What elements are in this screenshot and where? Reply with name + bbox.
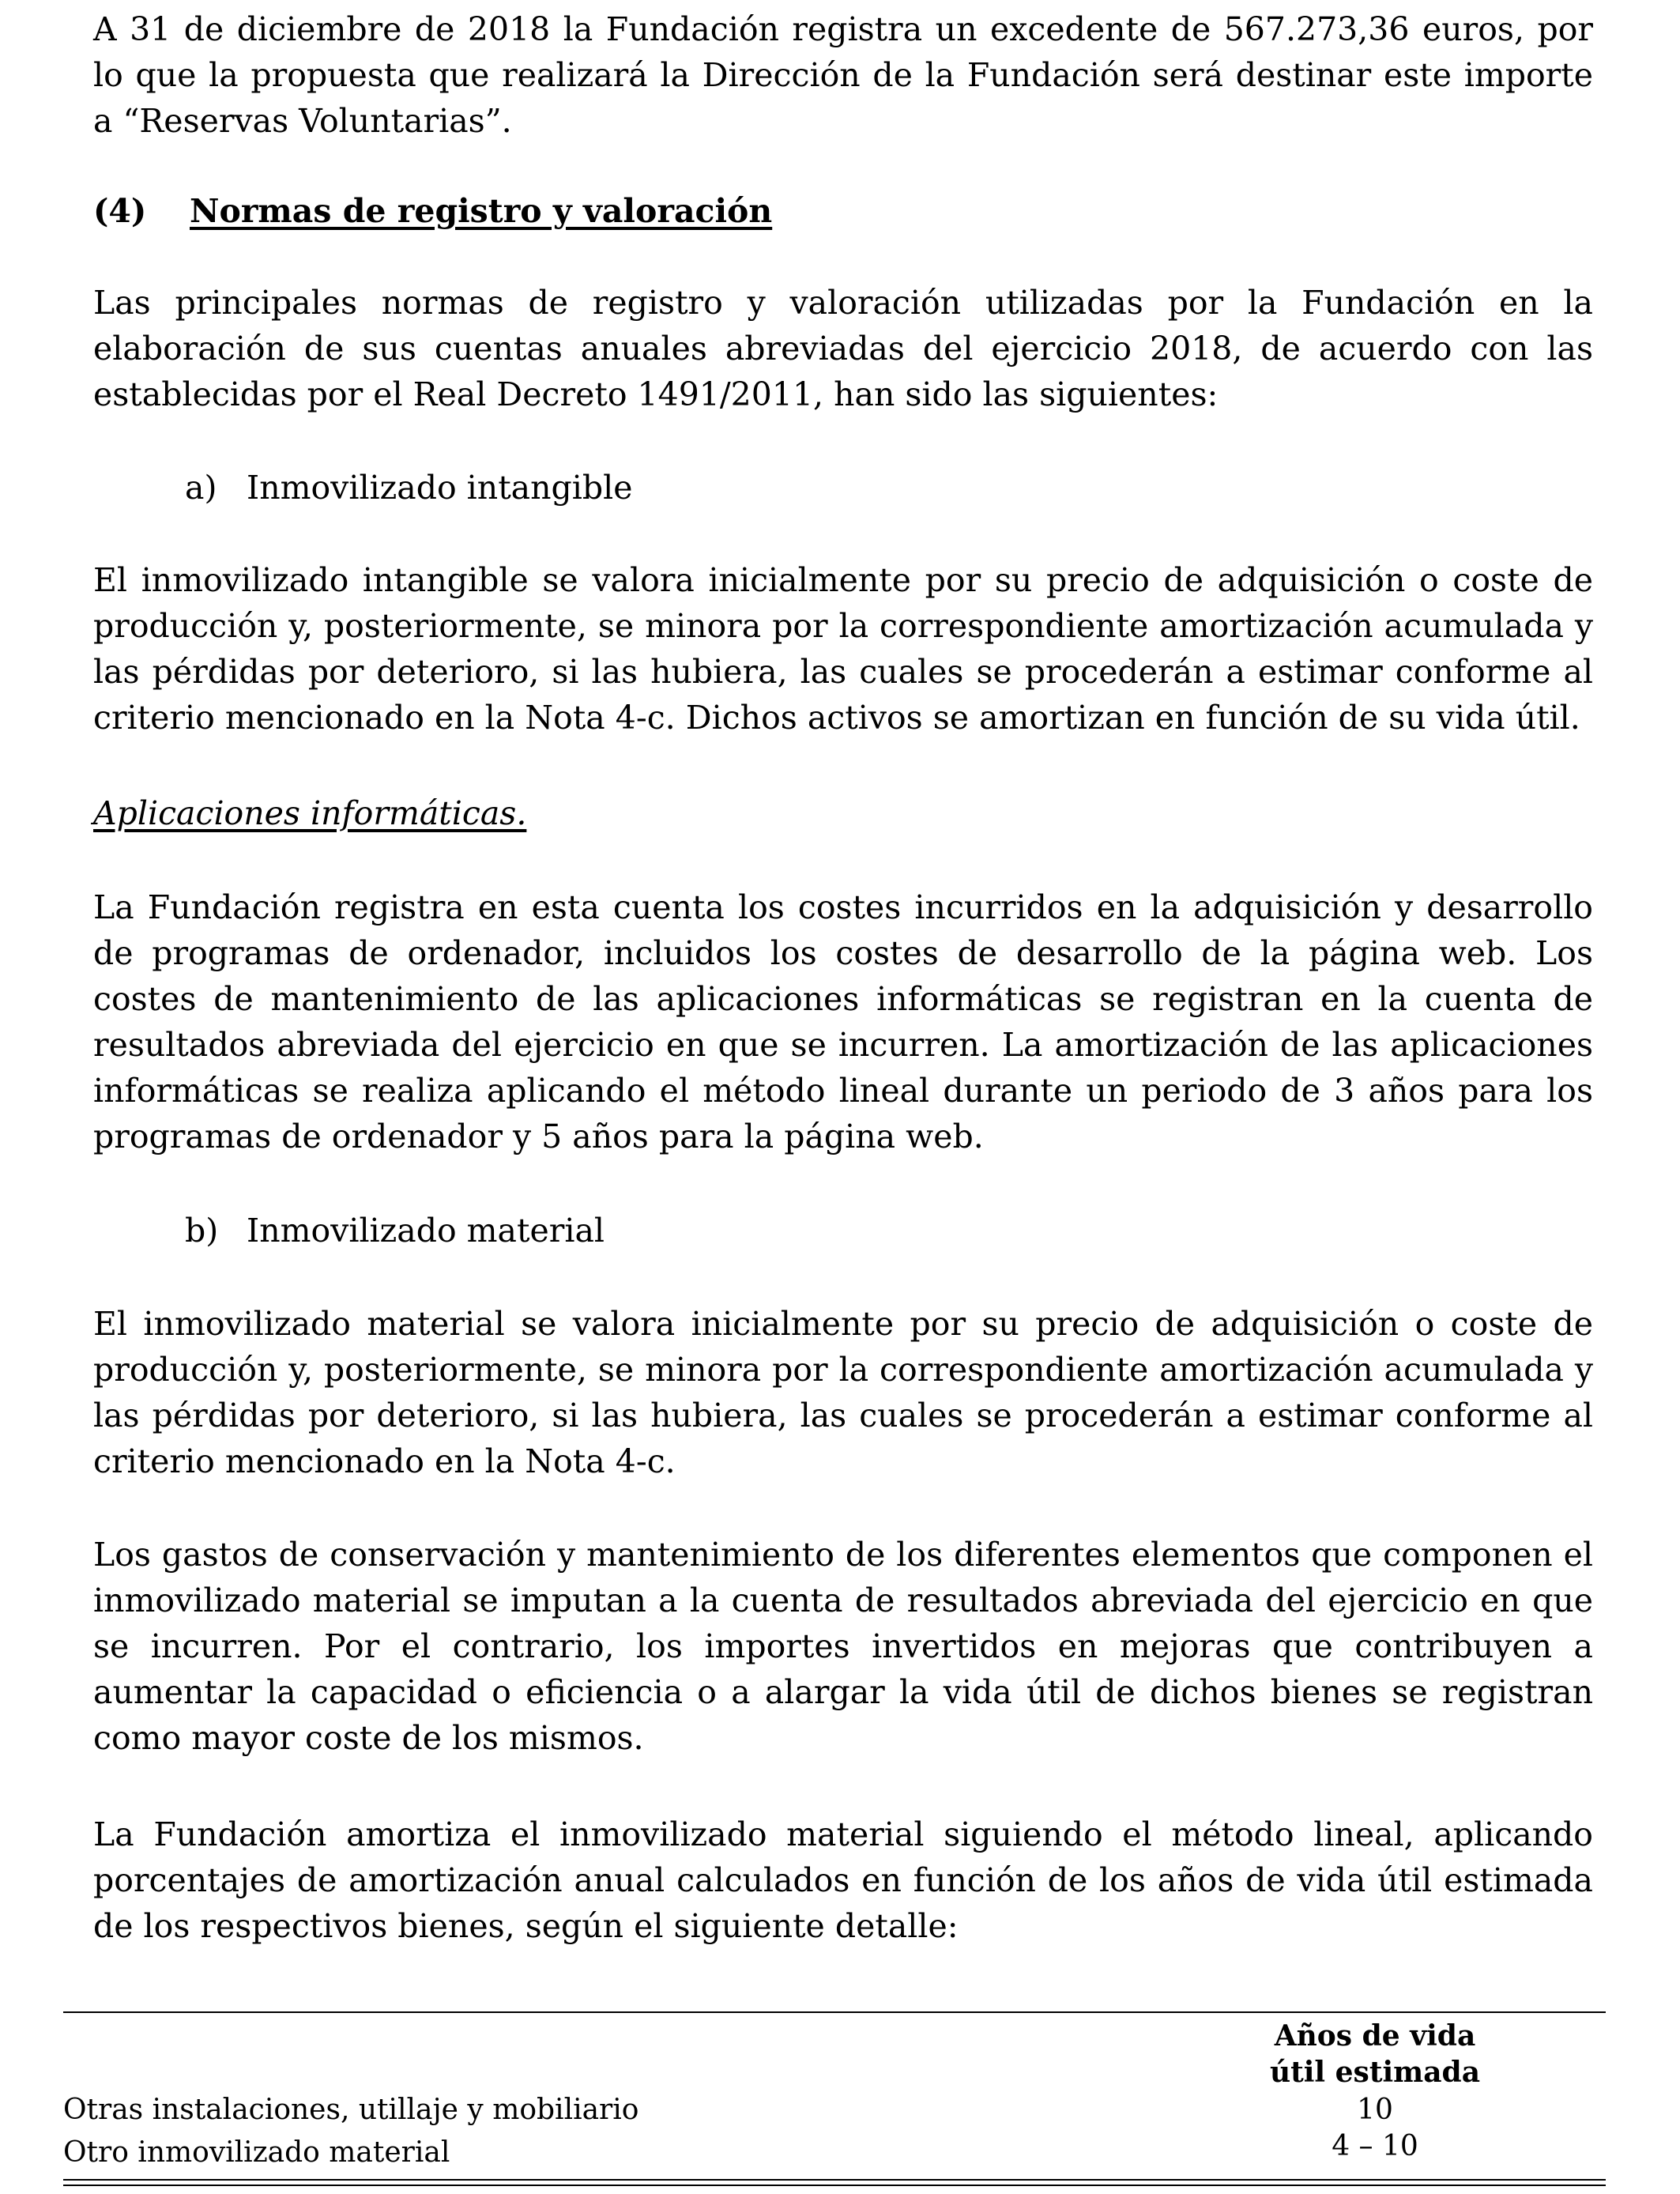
subheading-letter: b) (185, 1212, 219, 1250)
paragraph-conservacion: Los gastos de conservación y mantenimiento de los diferentes elementos que componen el inmovilizado material se imputan a la cuenta de resultados abreviada del ejercicio en que se incurren. Por el contrario, los importes invertidos en mejoras que contribuyen a aumentar la capacidad o eficiencia o a alargar la vida útil de dichos bienes se registran como mayor coste de los mismos. (93, 1536, 1593, 1757)
section-title: Normas de registro y valoración (190, 192, 773, 230)
subheading-intangible (185, 465, 633, 511)
table-bottom-rule-double (63, 2185, 1606, 2186)
section-heading (93, 188, 772, 234)
subheading-aplicaciones: Aplicaciones informáticas. (93, 794, 527, 832)
table-row-value: 10 (1357, 2094, 1393, 2126)
section-number: (4) (93, 192, 147, 230)
paragraph-aplicaciones: La Fundación registra en esta cuenta los costes incurridos en la adquisición y desarrollo de programas de ordenador, incluidos los costes de desarrollo de la página web. Los costes de mantenimiento de las aplicaciones informáticas se registran en la cuenta de resultados abreviada del ejercicio en que se incurren. La amortización de las aplicaciones informáticas se realiza aplicando el método lineal durante un periodo de 3 años para los programas de ordenador y 5 años para la página web. (93, 888, 1593, 1155)
paragraph-excedente: A 31 de diciembre de 2018 la Fundación registra un excedente de 567.273,36 euros, por lo que la propuesta que realizará la Dirección de la Fundación será destinar este importe a “Reservas Voluntarias”. (93, 10, 1593, 140)
paragraph-normas-intro: Las principales normas de registro y valoración utilizadas por la Fundación en la elaboración de sus cuentas anuales abreviadas del ejercicio 2018, de acuerdo con las establecidas por el Real Decreto 1491/2011, han sido las siguientes: (93, 284, 1593, 413)
subheading-title: Inmovilizado material (247, 1212, 605, 1250)
table-bottom-rule (63, 2179, 1606, 2181)
column-header-line2: útil estimada (1269, 2056, 1481, 2089)
subheading-letter: a) (185, 469, 217, 507)
paragraph-material: El inmovilizado material se valora inicialmente por su precio de adquisición o coste de producción y, posteriormente, se minora por la correspondiente amortización acumulada y las pérdidas por deterioro, si las hubiera, las cuales se procederán a estimar conforme al criterio mencionado en la Nota 4-c. (93, 1305, 1593, 1480)
table-row-value: 4 – 10 (1332, 2130, 1418, 2162)
paragraph-amortizacion: La Fundación amortiza el inmovilizado material siguiendo el método lineal, aplicando porcentajes de amortización anual calculados en función de los años de vida útil estimada de los respectivos bienes, según el siguiente detalle: (93, 1815, 1593, 1945)
column-header-line1: Años de vida (1274, 2019, 1476, 2053)
subheading-title: Inmovilizado intangible (247, 469, 633, 507)
table-row-label: Otras instalaciones, utillaje y mobiliario (63, 2094, 639, 2126)
table-top-rule (63, 2011, 1606, 2013)
table-row-label: Otro inmovilizado material (63, 2136, 450, 2169)
paragraph-intangible: El inmovilizado intangible se valora inicialmente por su precio de adquisición o coste de producción y, posteriormente, se minora por la correspondiente amortización acumulada y las pérdidas por deterioro, si las hubiera, las cuales se procederán a estimar conforme al criterio mencionado en la Nota 4-c. Dichos activos se amortizan en función de su vida útil. (93, 561, 1593, 737)
subheading-material (185, 1208, 605, 1253)
table-column-header (1185, 2018, 1565, 2090)
